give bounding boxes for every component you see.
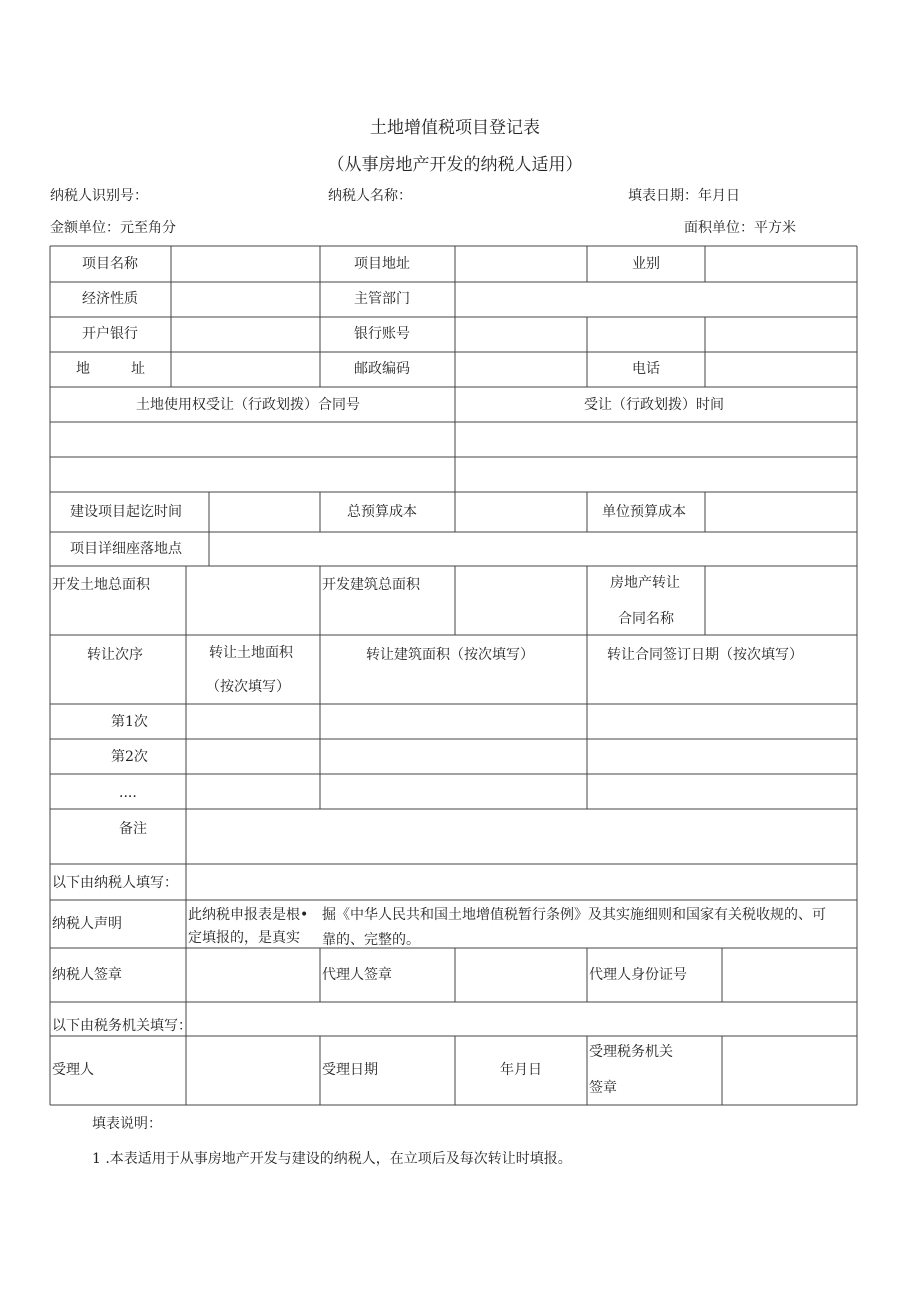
account-label: 银行账号 xyxy=(354,326,410,342)
bank-label: 开户银行 xyxy=(82,326,138,342)
declaration-text-1b: 掘《中华人民共和国土地增值税暂行条例》及其实施细则和国家有关税收规的、可 xyxy=(322,907,826,923)
building-area-label: 开发建筑总面积 xyxy=(322,577,420,593)
taxpayer-name-label: 纳税人名称： xyxy=(328,188,412,204)
declaration-label: 纳税人声明 xyxy=(52,916,122,932)
taxpayer-section-label: 以下由纳税人填写： xyxy=(52,875,178,891)
form-subtitle: （从事房地产开发的纳税人适用） xyxy=(327,155,583,175)
authority-label: 主管部门 xyxy=(354,291,410,307)
project-name-label: 项目名称 xyxy=(82,256,138,272)
project-address-label: 项目地址 xyxy=(354,256,410,272)
address-label-b: 址 xyxy=(131,361,145,377)
receive-date-label: 受理日期 xyxy=(322,1062,378,1078)
area-unit: 面积单位：平方米 xyxy=(684,220,796,236)
economic-nature-label: 经济性质 xyxy=(82,291,138,307)
seq-more-label: .... xyxy=(119,785,137,801)
declaration-text-2a: 定填报的，是真实 xyxy=(188,930,300,946)
tax-section-label: 以下由税务机关填写： xyxy=(52,1018,192,1034)
declaration-text-2b: 靠的、完整的。 xyxy=(322,932,420,948)
industry-label: 业别 xyxy=(632,256,660,272)
form-title: 土地增值税项目登记表 xyxy=(370,118,540,138)
receiver-label: 受理人 xyxy=(52,1062,94,1078)
tax-office-label-1: 受理税务机关 xyxy=(589,1044,673,1060)
taxpayer-id-label: 纳税人识别号： xyxy=(50,188,148,204)
amount-unit: 金额单位：元至角分 xyxy=(50,220,176,236)
build-period-label: 建设项目起讫时间 xyxy=(70,504,182,520)
seq1-label: 第1次 xyxy=(111,714,148,730)
declaration-text-1a: 此纳税申报表是根• xyxy=(188,907,309,923)
unit-budget-label: 单位预算成本 xyxy=(602,504,686,520)
taxpayer-sign-label: 纳税人签章 xyxy=(52,967,122,983)
tax-office-label-2: 签章 xyxy=(589,1080,617,1096)
transfer-building-label: 转让建筑面积（按次填写） xyxy=(366,647,534,663)
location-label: 项目详细座落地点 xyxy=(70,541,182,557)
transfer-land-label-1: 转让土地面积 xyxy=(209,645,293,661)
address-label-a: 地 xyxy=(76,361,90,377)
fill-date: 填表日期：年月日 xyxy=(628,188,740,204)
remarks-label: 备注 xyxy=(119,821,147,837)
postcode-label: 邮政编码 xyxy=(354,361,410,377)
land-contract-no-label: 土地使用权受让（行政划拨）合同号 xyxy=(136,397,360,413)
seq2-label: 第2次 xyxy=(111,749,148,765)
receive-date-ymd: 年月日 xyxy=(500,1062,542,1078)
contract-date-label: 转让合同签订日期（按次填写） xyxy=(607,647,803,663)
agent-id-label: 代理人身份证号 xyxy=(589,967,687,983)
land-transfer-time-label: 受让（行政划拨）时间 xyxy=(584,397,724,413)
transfer-seq-label: 转让次序 xyxy=(87,647,143,663)
notes-title: 填表说明： xyxy=(92,1116,162,1132)
land-area-label: 开发土地总面积 xyxy=(52,577,150,593)
contract-name-label-1: 房地产转让 xyxy=(610,575,680,591)
agent-sign-label: 代理人签章 xyxy=(322,967,392,983)
transfer-land-label-2: （按次填写） xyxy=(206,679,290,695)
total-budget-label: 总预算成本 xyxy=(347,504,417,520)
contract-name-label-2: 合同名称 xyxy=(618,611,674,627)
notes-item-1: 1 .本表适用于从事房地产开发与建设的纳税人，在立项后及每次转让时填报。 xyxy=(92,1151,572,1167)
phone-label: 电话 xyxy=(632,361,660,377)
